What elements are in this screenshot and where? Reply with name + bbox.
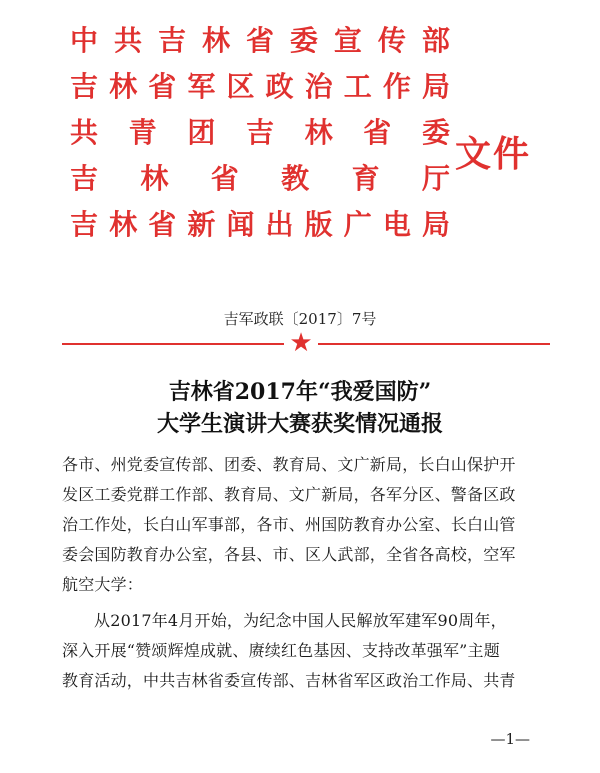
page-number: —1— (490, 730, 530, 748)
recipients-line: 委会国防教育办公室，各县、市、区人武部，全省各高校，空军 (62, 545, 516, 564)
document-number: 吉军政联〔2017〕7号 (223, 310, 377, 328)
red-star-icon: ★ (289, 328, 313, 358)
paragraph-line: 教育活动，中共吉林省委宣传部、吉林省军区政治工作局、共青 (62, 671, 516, 690)
document-title-line-1: 吉林省2017年“我爱国防” (168, 379, 432, 405)
issuer-line: 吉 林 省 新 闻 出 版 广 电 局 (70, 208, 450, 241)
issuer-line: 中 共 吉 林 省 委 宣 传 部 (70, 24, 450, 57)
issuer-line: 吉 林 省 教 育 厅 (70, 162, 450, 195)
recipients-block (62, 450, 552, 600)
recipients-line: 各市、州党委宣传部、团委、教育局、文广新局，长白山保护开 (62, 455, 516, 474)
issuer-line: 共 青 团 吉 林 省 委 (70, 116, 450, 149)
red-separator-right (318, 343, 550, 345)
document-type-label: 文件 (455, 133, 532, 175)
recipients-line: 航空大学： (62, 575, 144, 594)
document-title-line-2: 大学生演讲大赛获奖情况通报 (156, 411, 443, 437)
issuing-authorities (70, 18, 450, 248)
recipients-line: 治工作处，长白山军事部，各市、州国防教育办公室、长白山管 (62, 515, 516, 534)
paragraph-line: 深入开展“赞颂辉煌成就、赓续红色基因、支持改革强军”主题 (62, 641, 500, 660)
body-paragraph (62, 606, 552, 696)
red-separator-left (62, 343, 284, 345)
paragraph-line: 从2017年4月开始，为纪念中国人民解放军建军90周年， (94, 611, 507, 630)
issuer-line: 吉 林 省 军 区 政 治 工 作 局 (70, 70, 450, 103)
recipients-line: 发区工委党群工作部、教育局、文广新局，各军分区、警备区政 (62, 485, 516, 504)
